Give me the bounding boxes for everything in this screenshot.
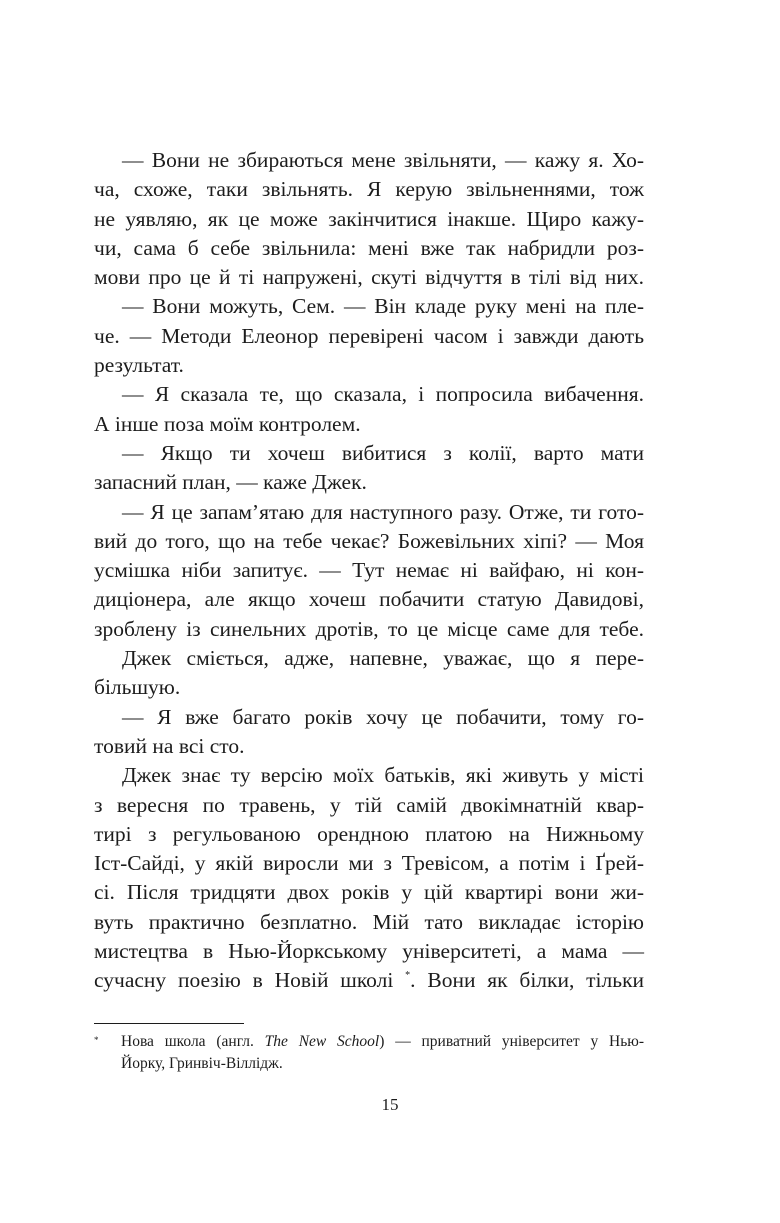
footnote-reference: *	[405, 970, 411, 982]
text-line: А інше поза моїм контролем.	[94, 411, 361, 436]
page-number: 15	[381, 1095, 399, 1114]
text-line: результат.	[94, 353, 184, 378]
text-line: зроблену із синельних дротів, то це місце саме для тебе.	[94, 616, 644, 641]
footnote-divider	[94, 1023, 244, 1024]
text-line: не уявляю, як це може закінчитися інакше. Щиро кажу-	[94, 206, 644, 231]
text-line: че. — Методи Елеонор перевірені часом і завжди дають	[94, 323, 644, 348]
footnote-text: Нова школа (англ.	[121, 1033, 254, 1050]
text-line: товий на всі сто.	[94, 733, 245, 758]
text-line: більшую.	[94, 675, 181, 700]
text-line: Джек сміється, адже, напевне, уважає, що я пере-	[122, 646, 644, 671]
footnote-text: ) — приватний університет у Нью-	[379, 1033, 645, 1050]
text-line-with-footnote-ref: сучасну поезію в Новій школі *. Вони як білки, тільки	[94, 968, 645, 993]
text-line: мови про це й ті напружені, скуті відчуття в тілі від них.	[94, 265, 644, 290]
text-line: Джек знає ту версію моїх батьків, які живуть у місті	[122, 763, 644, 788]
text-line: Іст-Сайді, у якій виросли ми з Тревісом, а потім і Ґрей-	[94, 851, 644, 876]
text-line: запасний план, — каже Джек.	[94, 470, 367, 495]
text-line: диціонера, але якщо хочеш побачити статую Давидові,	[94, 587, 644, 612]
footnote	[94, 1031, 644, 1075]
body-text	[94, 146, 644, 996]
text-line: усмішка ніби запитує. — Тут немає ні вайфаю, ні кон-	[94, 558, 644, 583]
text-line: з вересня по травень, у тій самій двокімнатній квар-	[94, 792, 644, 817]
text-line: — Я це запам’ятаю для наступного разу. Отже, ти гото-	[122, 499, 644, 524]
text-line: — Я сказала те, що сказала, і попросила вибачення.	[122, 382, 644, 407]
text-line: мистецтва в Нью-Йоркському університеті, а мама —	[94, 939, 644, 964]
text-line: сі. Після тридцяти двох років у цій квартирі вони жи-	[94, 880, 644, 905]
text-line: — Я вже багато років хочу це побачити, тому го-	[122, 704, 644, 729]
text-line: чи, сама б себе звільнила: мені вже так набридли роз-	[94, 235, 644, 260]
footnote-italic-title: The New School	[264, 1033, 380, 1050]
text-line: — Вони не збираються мене звільняти, — кажу я. Хо-	[122, 148, 644, 172]
text-segment: Вони як білки, тільки	[427, 968, 645, 993]
footnote-line: Йорку, Гринвіч-Віллідж.	[121, 1055, 283, 1072]
text-line: ча, схоже, таки звільнять. Я керую звільненнями, тож	[94, 177, 644, 202]
text-line: тирі з регульованою орендною платою на Нижньому	[94, 821, 644, 846]
footnote-line	[94, 1031, 644, 1053]
text-line: — Якщо ти хочеш вибитися з колії, варто мати	[122, 440, 644, 465]
text-line: — Вони можуть, Сем. — Він кладе руку мені на пле-	[122, 294, 644, 319]
text-line: вий до того, що на тебе чекає? Божевільних хіпі? — Моя	[94, 528, 644, 553]
footnote-mark: *	[94, 1035, 99, 1045]
text-line: вуть практично безплатно. Мій тато викладає історію	[94, 909, 644, 934]
text-segment: сучасну поезію в Новій школі	[94, 968, 394, 993]
